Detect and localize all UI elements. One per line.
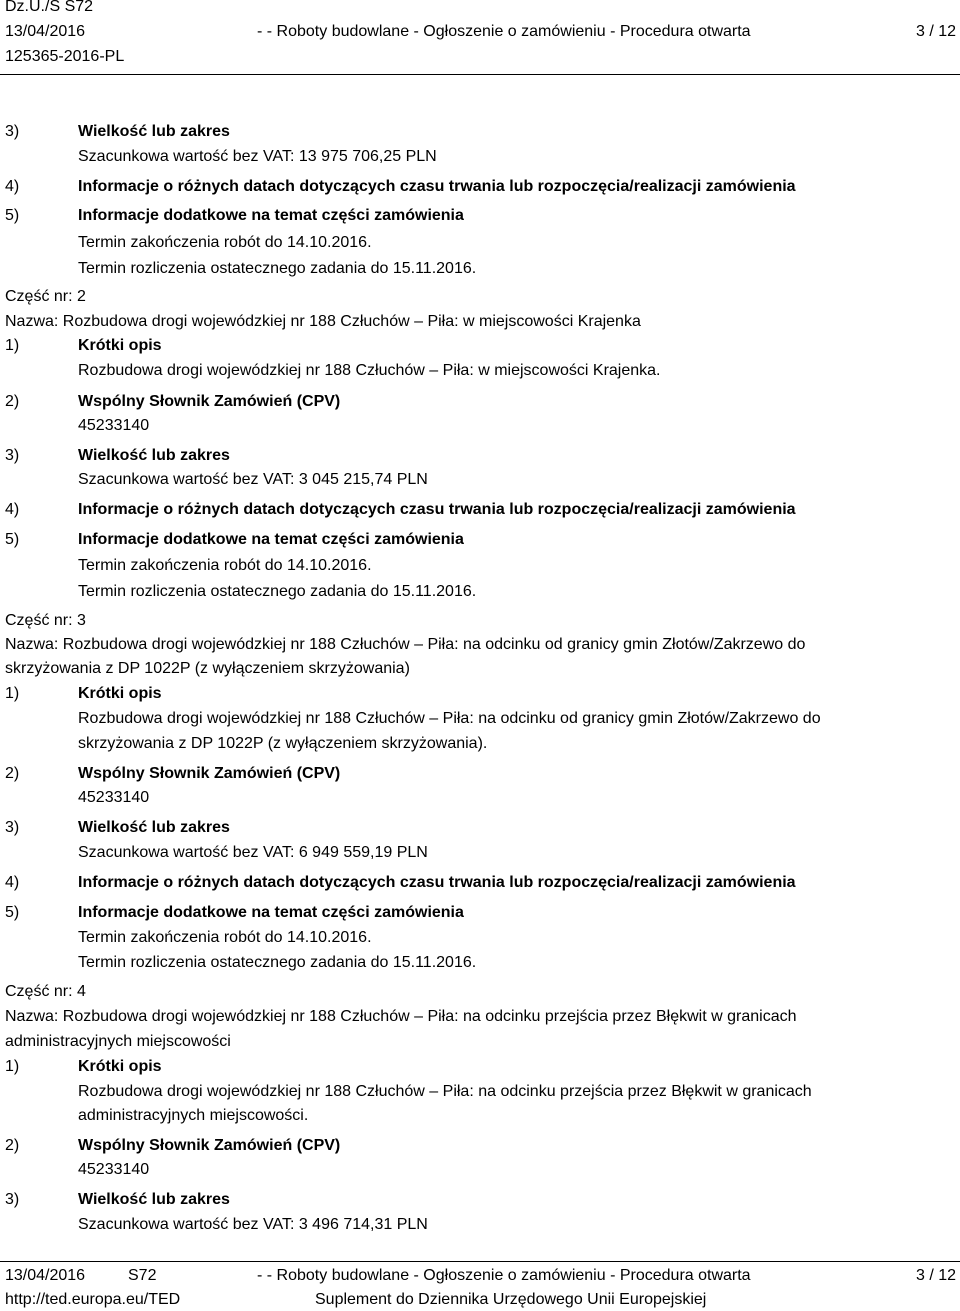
section-heading: Wielkość lub zakres bbox=[78, 447, 230, 464]
text-line: Nazwa: Rozbudowa drogi wojewódzkiej nr 188 Człuchów – Piła: na odcinku przejścia przez Błękwit w granicach bbox=[5, 1008, 797, 1025]
text-line: Termin zakończenia robót do 14.10.2016. bbox=[78, 234, 372, 251]
journal-ref: Dz.U./S S72 bbox=[5, 0, 94, 15]
section-heading: Wielkość lub zakres bbox=[78, 1191, 230, 1208]
item-number: 5) bbox=[5, 531, 20, 548]
section-heading: Wspólny Słownik Zamówień (CPV) bbox=[78, 765, 341, 782]
section-heading: Informacje dodatkowe na temat części zamówienia bbox=[78, 904, 464, 921]
header-title: - - Roboty budowlane - Ogłoszenie o zamówieniu - Procedura otwarta bbox=[257, 23, 751, 40]
footer-page-number: 3 / 12 bbox=[915, 1267, 956, 1284]
item-number: 2) bbox=[5, 765, 20, 782]
section-heading: Wielkość lub zakres bbox=[78, 123, 230, 140]
text-line: Termin zakończenia robót do 14.10.2016. bbox=[78, 929, 372, 946]
text-line: administracyjnych miejscowości bbox=[5, 1033, 231, 1050]
section-heading: Krótki opis bbox=[78, 685, 162, 702]
text-line: Termin rozliczenia ostatecznego zadania do 15.11.2016. bbox=[78, 954, 477, 971]
section-heading: Wspólny Słownik Zamówień (CPV) bbox=[78, 393, 341, 410]
footer-date: 13/04/2016 bbox=[5, 1267, 86, 1284]
text-line: Szacunkowa wartość bez VAT: 3 045 215,74 PLN bbox=[78, 471, 428, 488]
item-number: 2) bbox=[5, 393, 20, 410]
text-line: 45233140 bbox=[78, 417, 150, 434]
text-line: Nazwa: Rozbudowa drogi wojewódzkiej nr 188 Człuchów – Piła: w miejscowości Krajenka bbox=[5, 313, 641, 330]
footer-supplement: Suplement do Dziennika Urzędowego Unii Europejskiej bbox=[315, 1291, 707, 1308]
item-number: 5) bbox=[5, 207, 20, 224]
text-line: 45233140 bbox=[78, 789, 150, 806]
section-heading: Informacje dodatkowe na temat części zamówienia bbox=[78, 531, 464, 548]
text-line: 45233140 bbox=[78, 1161, 150, 1178]
item-number: 3) bbox=[5, 1191, 20, 1208]
text-line: Rozbudowa drogi wojewódzkiej nr 188 Człuchów – Piła: na odcinku od granicy gmin Złotów/Zakrzewo do bbox=[78, 710, 821, 727]
item-number: 4) bbox=[5, 874, 20, 891]
footer-url[interactable]: http://ted.europa.eu/TED bbox=[5, 1291, 181, 1308]
text-line: Część nr: 3 bbox=[5, 612, 86, 629]
section-heading: Krótki opis bbox=[78, 1058, 162, 1075]
item-number: 5) bbox=[5, 904, 20, 921]
section-heading: Informacje dodatkowe na temat części zamówienia bbox=[78, 207, 464, 224]
text-line: Termin rozliczenia ostatecznego zadania do 15.11.2016. bbox=[78, 583, 477, 600]
header-rule bbox=[0, 74, 960, 75]
section-heading: Informacje o różnych datach dotyczących czasu trwania lub rozpoczęcia/realizacji zamówienia bbox=[78, 178, 796, 195]
section-heading: Informacje o różnych datach dotyczących czasu trwania lub rozpoczęcia/realizacji zamówienia bbox=[78, 501, 796, 518]
text-line: Rozbudowa drogi wojewódzkiej nr 188 Człuchów – Piła: na odcinku przejścia przez Błękwit w granicach bbox=[78, 1083, 812, 1100]
text-line: Część nr: 4 bbox=[5, 983, 86, 1000]
text-line: administracyjnych miejscowości. bbox=[78, 1107, 309, 1124]
item-number: 3) bbox=[5, 819, 20, 836]
header-page-number: 3 / 12 bbox=[915, 23, 956, 40]
text-line: Część nr: 2 bbox=[5, 288, 86, 305]
footer-issue: S72 bbox=[128, 1267, 157, 1284]
footer-title: - - Roboty budowlane - Ogłoszenie o zamówieniu - Procedura otwarta bbox=[257, 1267, 751, 1284]
item-number: 3) bbox=[5, 447, 20, 464]
text-line: Nazwa: Rozbudowa drogi wojewódzkiej nr 188 Człuchów – Piła: na odcinku od granicy gmin Złotów/Zakrzewo do bbox=[5, 636, 806, 653]
item-number: 1) bbox=[5, 1058, 20, 1075]
footer-rule bbox=[0, 1261, 960, 1262]
section-heading: Informacje o różnych datach dotyczących czasu trwania lub rozpoczęcia/realizacji zamówienia bbox=[78, 874, 796, 891]
text-line: Rozbudowa drogi wojewódzkiej nr 188 Człuchów – Piła: w miejscowości Krajenka. bbox=[78, 362, 661, 379]
text-line: Szacunkowa wartość bez VAT: 3 496 714,31 PLN bbox=[78, 1216, 428, 1233]
section-heading: Wielkość lub zakres bbox=[78, 819, 230, 836]
text-line: skrzyżowania z DP 1022P (z wyłączeniem skrzyżowania) bbox=[5, 660, 410, 677]
item-number: 1) bbox=[5, 685, 20, 702]
item-number: 4) bbox=[5, 178, 20, 195]
text-line: Termin rozliczenia ostatecznego zadania do 15.11.2016. bbox=[78, 260, 477, 277]
text-line: skrzyżowania z DP 1022P (z wyłączeniem skrzyżowania). bbox=[78, 735, 488, 752]
notice-id: 125365-2016-PL bbox=[5, 48, 125, 65]
item-number: 3) bbox=[5, 123, 20, 140]
text-line: Szacunkowa wartość bez VAT: 6 949 559,19 PLN bbox=[78, 844, 428, 861]
text-line: Szacunkowa wartość bez VAT: 13 975 706,25 PLN bbox=[78, 148, 437, 165]
item-number: 2) bbox=[5, 1137, 20, 1154]
item-number: 1) bbox=[5, 337, 20, 354]
text-line: Termin zakończenia robót do 14.10.2016. bbox=[78, 557, 372, 574]
section-heading: Wspólny Słownik Zamówień (CPV) bbox=[78, 1137, 341, 1154]
section-heading: Krótki opis bbox=[78, 337, 162, 354]
item-number: 4) bbox=[5, 501, 20, 518]
header-date: 13/04/2016 bbox=[5, 23, 86, 40]
